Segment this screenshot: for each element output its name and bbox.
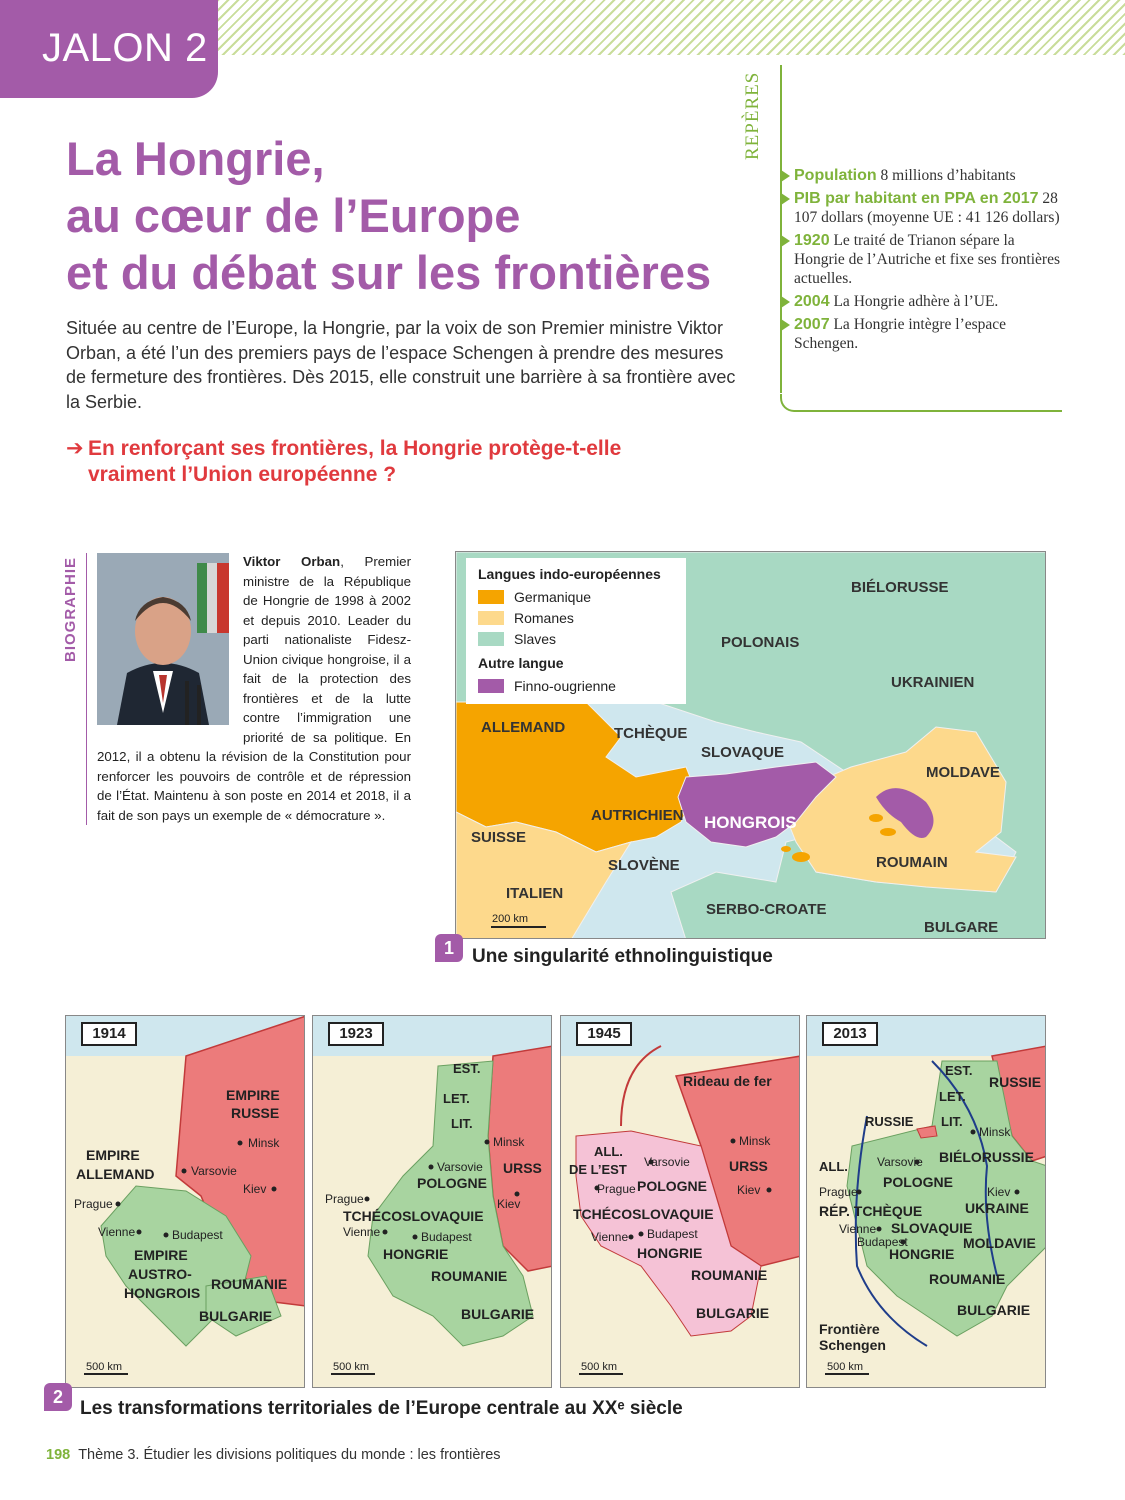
svg-text:Varsovie: Varsovie — [437, 1160, 483, 1174]
reperes-item: 2007 La Hongrie intègre l’espace Schengen. — [779, 315, 1069, 353]
map-1923 — [312, 1015, 552, 1388]
footer-text: Thème 3. Étudier les divisions politiques du monde : les frontières — [78, 1447, 501, 1463]
label-slovaque: SLOVAQUE — [701, 744, 785, 761]
map-1914 — [65, 1015, 305, 1388]
doc-number-1: 1 — [435, 934, 463, 962]
svg-text:Vienne: Vienne — [98, 1225, 136, 1239]
svg-text:ROUMANIE: ROUMANIE — [431, 1268, 508, 1284]
map-legend — [466, 558, 686, 704]
legend-title-2: Autre langue — [478, 655, 564, 671]
svg-text:Kiev: Kiev — [497, 1197, 521, 1211]
svg-text:ROUMANIE: ROUMANIE — [691, 1267, 768, 1283]
svg-text:LET.: LET. — [939, 1089, 966, 1104]
reperes-item: 2004 La Hongrie adhère à l’UE. — [779, 292, 1069, 311]
svg-text:Frontière: Frontière — [819, 1321, 880, 1337]
svg-text:Prague: Prague — [819, 1185, 858, 1199]
year-label: 2013 — [822, 1022, 878, 1046]
svg-text:EMPIRE: EMPIRE — [86, 1147, 140, 1163]
triangle-icon — [781, 296, 790, 308]
svg-text:MOLDAVIE: MOLDAVIE — [963, 1235, 1036, 1251]
header-hatch — [215, 0, 1125, 55]
svg-text:AUSTRO-: AUSTRO- — [128, 1266, 192, 1282]
label-bielorusse: BIÉLORUSSE — [851, 579, 949, 596]
svg-text:POLOGNE: POLOGNE — [883, 1174, 954, 1190]
label-bulgare: BULGARE — [924, 919, 999, 936]
svg-text:RUSSIE: RUSSIE — [865, 1114, 914, 1129]
triangle-icon — [781, 319, 790, 331]
problem-question — [66, 436, 756, 488]
svg-text:Prague: Prague — [597, 1182, 636, 1196]
biography-rule — [86, 553, 87, 825]
triangle-icon — [781, 193, 790, 205]
svg-text:ALL.: ALL. — [594, 1144, 623, 1159]
svg-text:Kiev: Kiev — [987, 1185, 1011, 1199]
svg-text:Minsk: Minsk — [979, 1125, 1011, 1139]
svg-text:BULGARIE: BULGARIE — [696, 1305, 770, 1321]
svg-text:BULGARIE: BULGARIE — [957, 1302, 1031, 1318]
label-tcheque: TCHÈQUE — [614, 725, 688, 742]
svg-text:LIT.: LIT. — [451, 1116, 473, 1131]
svg-text:POLOGNE: POLOGNE — [417, 1175, 488, 1191]
svg-text:ALLEMAND: ALLEMAND — [76, 1166, 155, 1182]
svg-text:BULGARIE: BULGARIE — [461, 1306, 535, 1322]
reperes-list — [779, 166, 1069, 357]
page-footer — [46, 1447, 501, 1463]
svg-text:Vienne: Vienne — [591, 1230, 629, 1244]
svg-text:Budapest: Budapest — [421, 1230, 472, 1244]
svg-text:LIT.: LIT. — [941, 1114, 963, 1129]
svg-text:POLOGNE: POLOGNE — [637, 1178, 708, 1194]
legend-row: Germanique — [478, 586, 674, 607]
question-line-1: En renforçant ses frontières, la Hongrie protège-t-elle — [88, 437, 622, 460]
svg-text:Schengen: Schengen — [819, 1337, 886, 1353]
reperes-item: 1920 Le traité de Trianon sépare la Hongrie de l’Autriche et fixe ses frontières actuelles. — [779, 231, 1069, 288]
svg-text:URSS: URSS — [729, 1158, 768, 1174]
svg-text:RUSSE: RUSSE — [231, 1105, 280, 1121]
svg-text:HONGROIS: HONGROIS — [124, 1285, 201, 1301]
title-line-1: La Hongrie, — [66, 132, 325, 185]
svg-text:Budapest: Budapest — [857, 1235, 908, 1249]
label-roumain: ROUMAIN — [876, 854, 948, 871]
svg-text:EMPIRE: EMPIRE — [226, 1087, 280, 1103]
svg-text:BULGARIE: BULGARIE — [199, 1308, 273, 1324]
page-number: 198 — [46, 1447, 71, 1463]
svg-text:BIÉLORUSSIE: BIÉLORUSSIE — [939, 1149, 1034, 1165]
svg-text:RÉP. TCHÈQUE: RÉP. TCHÈQUE — [819, 1203, 923, 1219]
svg-text:Vienne: Vienne — [343, 1225, 381, 1239]
scale-label: 200 km — [492, 913, 529, 925]
svg-text:Minsk: Minsk — [739, 1134, 771, 1148]
svg-text:EST.: EST. — [945, 1063, 973, 1078]
year-label: 1923 — [328, 1022, 384, 1046]
svg-text:Kiev: Kiev — [243, 1182, 267, 1196]
triangle-icon — [781, 170, 790, 182]
jalon-label: JALON 2 — [42, 26, 208, 70]
svg-text:EST.: EST. — [453, 1061, 481, 1076]
svg-text:Rideau de fer: Rideau de fer — [683, 1073, 772, 1089]
page-title — [66, 130, 766, 301]
svg-text:URSS: URSS — [503, 1160, 542, 1176]
reperes-item: PIB par habitant en PPA en 2017 28 107 dollars (moyenne UE : 41 126 dollars) — [779, 189, 1069, 227]
year-label: 1914 — [81, 1022, 137, 1046]
svg-text:500 km: 500 km — [827, 1361, 864, 1373]
svg-text:HONGRIE: HONGRIE — [383, 1246, 449, 1262]
label-hongrois: HONGROIS — [704, 813, 797, 832]
legend-row: Romanes — [478, 607, 674, 628]
svg-text:Vienne: Vienne — [839, 1222, 877, 1236]
doc-caption-1: Une singularité ethnolinguistique — [472, 946, 773, 967]
svg-text:DE L’EST: DE L’EST — [569, 1162, 627, 1177]
map-2013 — [806, 1015, 1046, 1388]
svg-text:Kiev: Kiev — [737, 1183, 761, 1197]
svg-text:ALL.: ALL. — [819, 1159, 848, 1174]
arrow-icon: ➔ — [66, 437, 84, 460]
question-line-2: vraiment l’Union européenne ? — [88, 463, 397, 486]
biography-label: BIOGRAPHIE — [62, 556, 79, 662]
title-line-2: au cœur de l’Europe — [66, 189, 521, 242]
svg-text:Varsovie: Varsovie — [877, 1155, 923, 1169]
svg-text:HONGRIE: HONGRIE — [889, 1246, 955, 1262]
jalon-badge — [0, 0, 218, 98]
svg-text:500 km: 500 km — [86, 1361, 123, 1373]
label-allemand: ALLEMAND — [481, 719, 566, 736]
svg-text:Minsk: Minsk — [493, 1135, 525, 1149]
label-polonais: POLONAIS — [721, 634, 800, 651]
svg-text:Prague: Prague — [74, 1197, 113, 1211]
triangle-icon — [781, 235, 790, 247]
svg-text:Varsovie: Varsovie — [191, 1164, 237, 1178]
intro-paragraph: Située au centre de l’Europe, la Hongrie, par la voix de son Premier ministre Viktor Orban, a été l’un des premiers pays de l’espace Schengen à prendre des mesures de fermeture des frontières. Dès 2015, elle construit une barrière à sa frontière avec la Serbie. — [66, 318, 736, 412]
year-label: 1945 — [576, 1022, 632, 1046]
legend-row: Finno-ougrienne — [478, 675, 674, 696]
label-suisse: SUISSE — [471, 829, 527, 846]
reperes-item: Population 8 millions d’habitants — [779, 166, 1069, 185]
svg-text:500 km: 500 km — [333, 1361, 370, 1373]
svg-text:SLOVAQUIE: SLOVAQUIE — [891, 1220, 973, 1236]
label-autrichien: AUTRICHIEN — [591, 807, 684, 824]
svg-text:UKRAINE: UKRAINE — [965, 1200, 1029, 1216]
svg-text:RUSSIE: RUSSIE — [989, 1074, 1042, 1090]
legend-title-1: Langues indo-européennes — [478, 566, 661, 582]
svg-text:ROUMANIE: ROUMANIE — [929, 1271, 1006, 1287]
label-serbo-croate: SERBO-CROATE — [706, 901, 827, 918]
label-ukrainien: UKRAINIEN — [891, 674, 975, 691]
svg-text:HONGRIE: HONGRIE — [637, 1245, 703, 1261]
svg-text:TCHÉCOSLOVAQUIE: TCHÉCOSLOVAQUIE — [573, 1206, 714, 1222]
biography-text: Viktor Orban, Premier ministre de la République de Hongrie de 1998 à 2002 et depuis 2010. Leader du parti nationaliste Fidesz-Union civique hongroise, il a fait de la protection des frontières et de la lutte contre l’immigration une priorité de sa politique. En 2012, il a obtenu la révision de la Constitution pour renforcer les pouvoirs de contrôle et de répression de l’État. Maintenu à son poste en 2014 et 2018, il a fait de son pays un exemple de « démocrature ». — [97, 554, 412, 823]
svg-text:Budapest: Budapest — [172, 1228, 223, 1242]
label-moldave: MOLDAVE — [926, 764, 1000, 781]
doc-caption-2: Les transformations territoriales de l’Europe centrale au XXᵉ siècle — [80, 1398, 683, 1419]
map-1945 — [560, 1015, 800, 1388]
svg-text:Varsovie: Varsovie — [644, 1155, 690, 1169]
title-line-3: et du débat sur les frontières — [66, 246, 712, 299]
reperes-label: REPÈRES — [742, 71, 763, 160]
svg-text:EMPIRE: EMPIRE — [134, 1247, 188, 1263]
svg-text:ROUMANIE: ROUMANIE — [211, 1276, 288, 1292]
svg-text:Minsk: Minsk — [248, 1136, 280, 1150]
label-italien: ITALIEN — [506, 885, 564, 902]
label-slovene: SLOVÈNE — [608, 857, 680, 874]
reperes-corner — [780, 394, 1062, 412]
svg-text:500 km: 500 km — [581, 1361, 618, 1373]
svg-text:LET.: LET. — [443, 1091, 470, 1106]
biography-name: Viktor Orban — [243, 554, 341, 569]
doc-number-2: 2 — [44, 1383, 72, 1411]
svg-text:TCHÉCOSLOVAQUIE: TCHÉCOSLOVAQUIE — [343, 1208, 484, 1224]
svg-text:Prague: Prague — [325, 1192, 364, 1206]
legend-row: Slaves — [478, 628, 674, 649]
svg-text:Budapest: Budapest — [647, 1227, 698, 1241]
